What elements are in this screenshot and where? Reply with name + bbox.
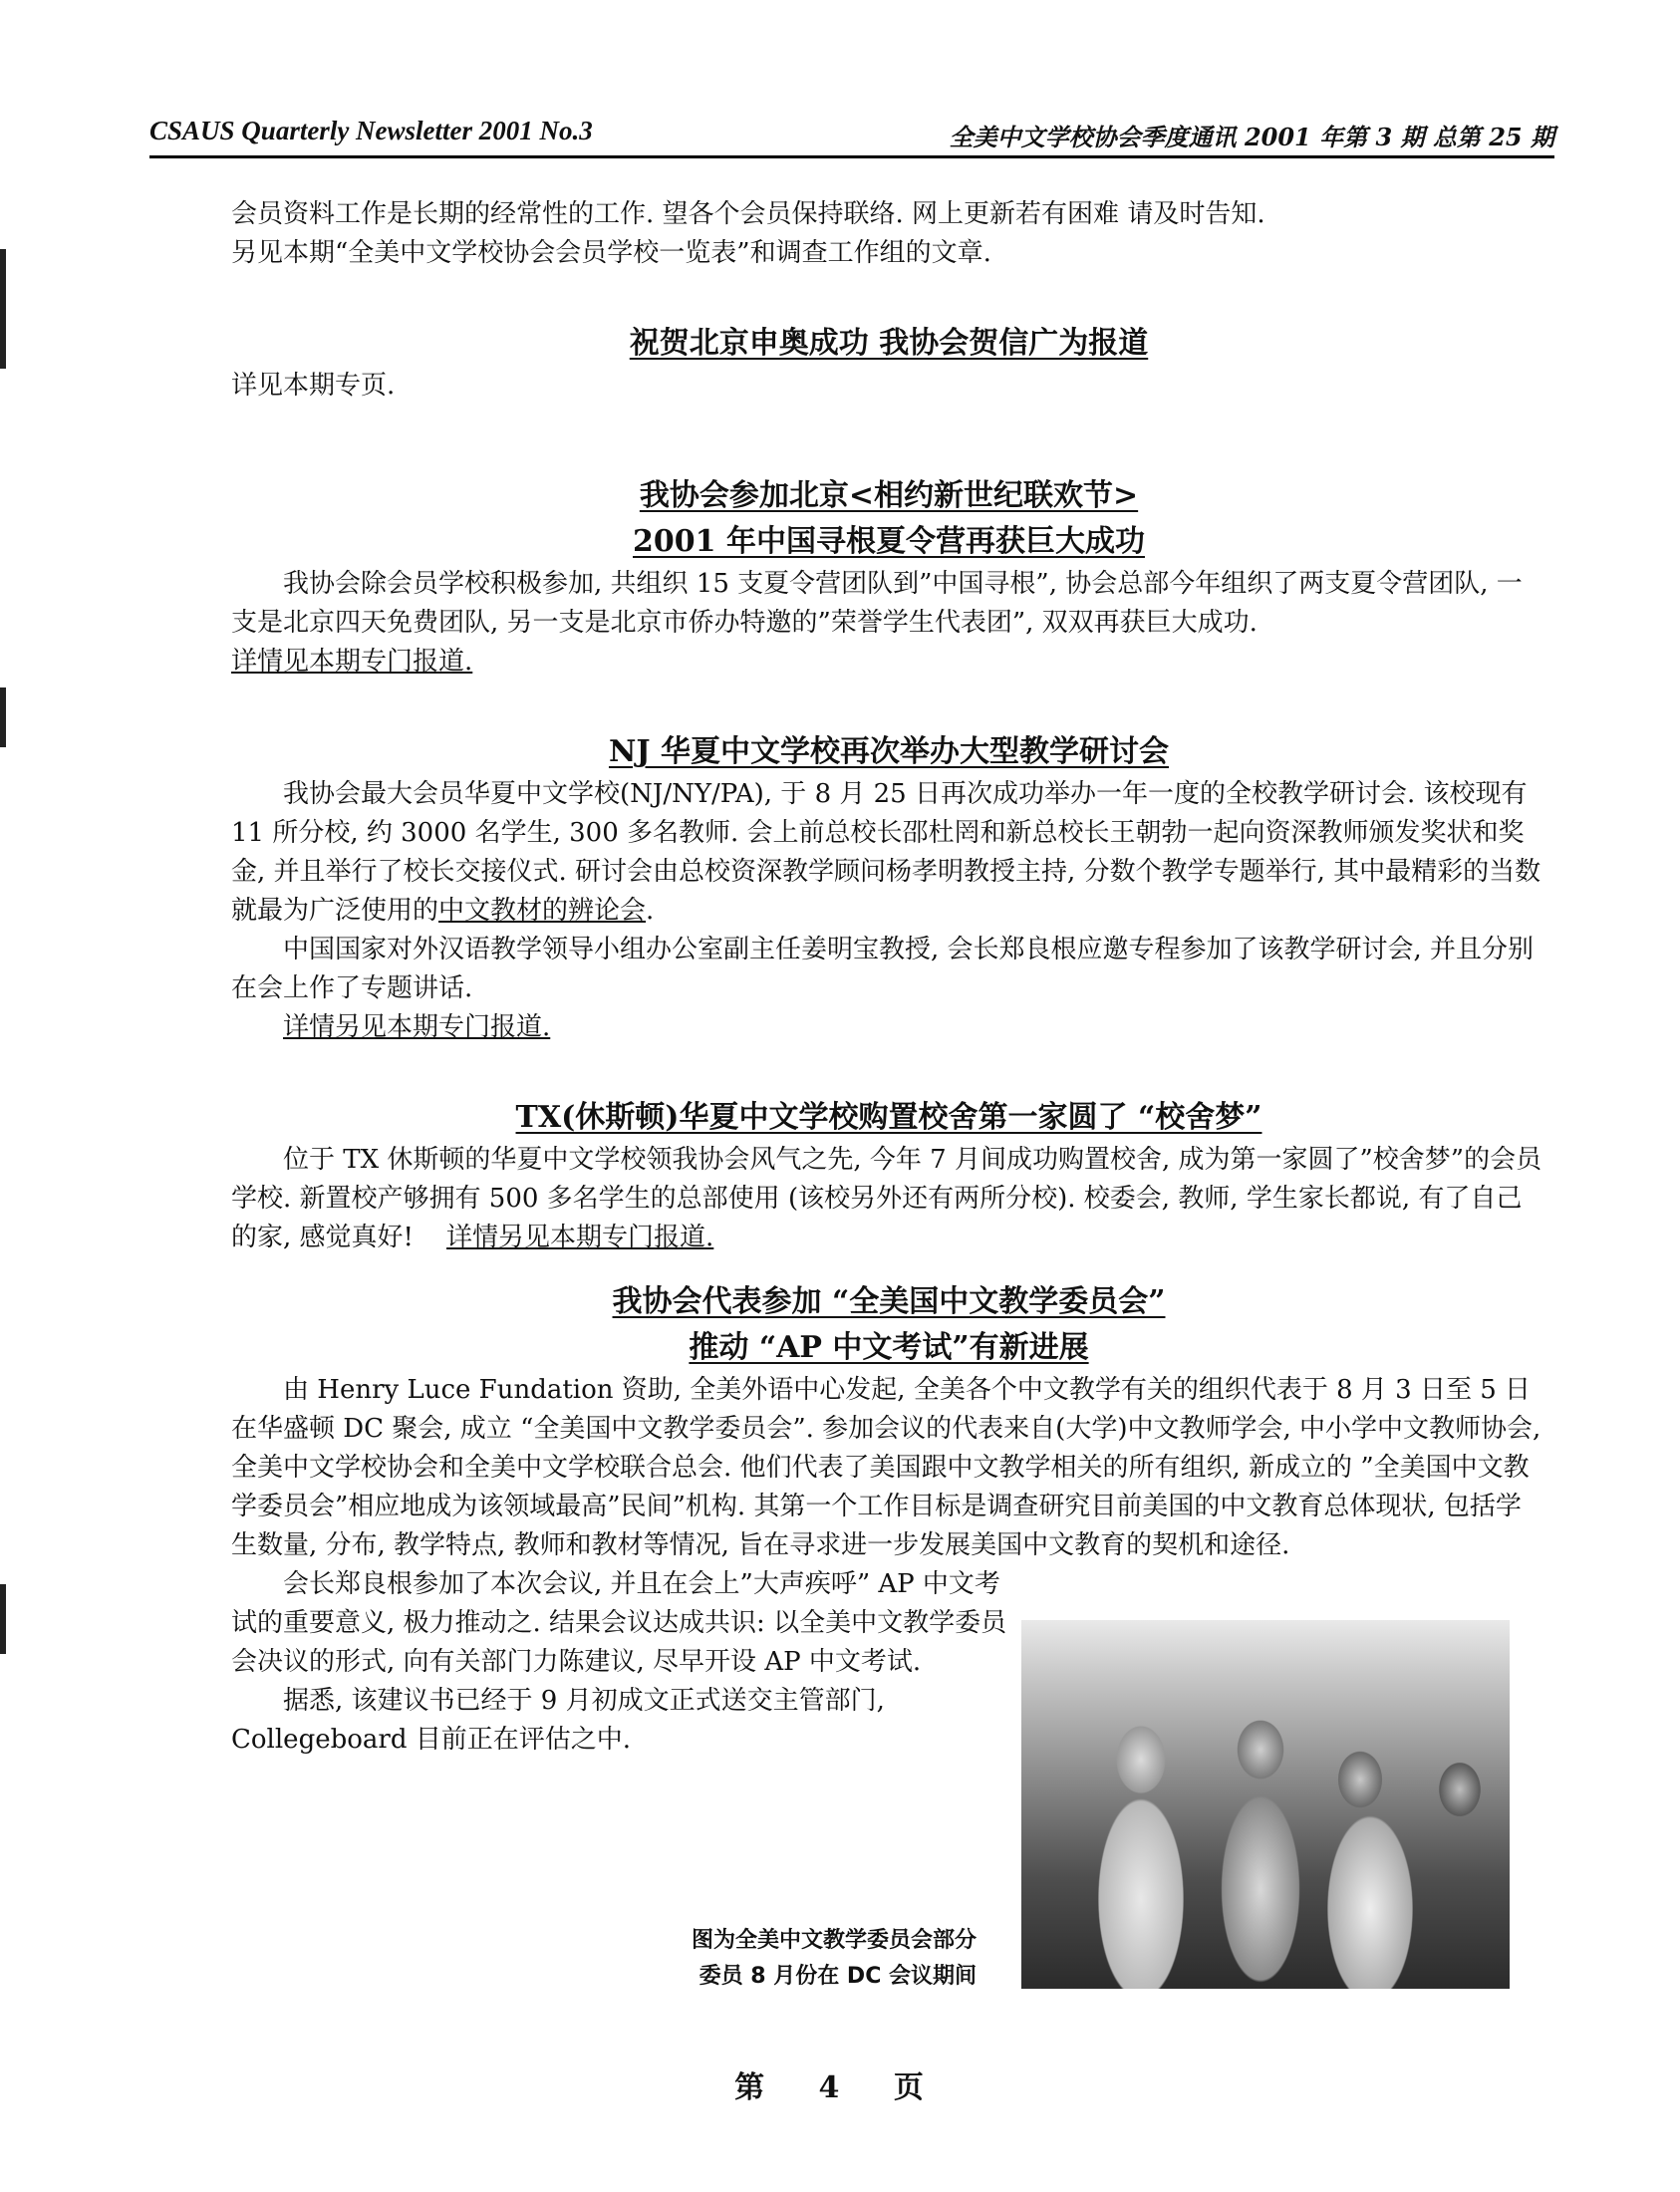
- header-right: 全美中文学校协会季度通讯 2001 年第 3 期 总第 25 期: [949, 123, 1554, 151]
- section-4-body: 位于 TX 休斯顿的华夏中文学校领我协会风气之先, 今年 7 月间成功购置校舍, 成为第一家圆了”校舍梦”的会员学校. 新置校产够拥有 500 多名学生的总部使用 (该校另外还有两所分校). 校委会, 教师, 学生家长都说, 有了自己的家, 感觉真好! 详情另见本期专门报道.: [231, 1145, 1542, 1252]
- section-5-body-1: 由 Henry Luce Fundation 资助, 全美外语中心发起, 全美各个中文教学有关的组织代表于 8 月 3 日至 5 日在华盛顿 DC 聚会, 成立 “全美国中文教学委员会”. 参加会议的代表来自(大学)中文教师学会, 中小学中文教师协会, 全美中文学校协会和全美中文学校联合总会. 他们代表了美国跟中文教学相关的所有组织, 新成立的 ”全美国中文教学委员会”相应地成为该领域最高”民间”机构. 其第一个工作目标是调查研究目前美国的中文教育总体现状, 包括学生数量, 分布, 教学特点, 教师和教材等情况, 旨在寻求进一步发展美国中文教育的契机和途径.: [231, 1375, 1541, 1560]
- section-4-title: TX(休斯顿)华夏中文学校购置校舍第一家圆了 “校舍梦”: [515, 1100, 1262, 1135]
- scan-edge-mark: [0, 249, 6, 369]
- scan-edge-mark: [0, 1584, 6, 1654]
- photo-caption: [598, 1923, 977, 1995]
- section-2-ref-link[interactable]: 详情见本期专门报道.: [231, 647, 473, 677]
- section-3-title: NJ 华夏中文学校再次举办大型教学研讨会: [608, 734, 1170, 769]
- section-3-ref-link[interactable]: 详情另见本期专门报道.: [283, 1012, 551, 1042]
- header-left: CSAUS Quarterly Newsletter 2001 No.3: [149, 116, 593, 145]
- page-header: [149, 112, 1554, 158]
- section-2-title-1: 我协会参加北京<相约新世纪联欢节>: [639, 478, 1139, 513]
- section-1-title: 祝贺北京申奥成功 我协会贺信广为报道: [629, 326, 1149, 361]
- section-3-ref-wrap: [231, 1008, 1546, 1047]
- page-content: [231, 195, 1546, 1760]
- section-2-body: 我协会除会员学校积极参加, 共组织 15 支夏令营团队到”中国寻根”, 协会总部今年组织了两支夏令营团队, 一支是北京四天免费团队, 另一支是北京市侨办特邀的”荣誉学生代表团”, 双双再获巨大成功.: [231, 569, 1523, 638]
- intro-line-2: 另见本期“全美中文学校协会会员学校一览表”和调查工作组的文章.: [231, 238, 991, 268]
- section-5-title-1: 我协会代表参加 “全美国中文教学委员会”: [612, 1284, 1166, 1319]
- section-5-body-3: 据悉, 该建议书已经于 9 月初成文正式送交主管部门, Collegeboard 目前正在评估之中.: [231, 1686, 885, 1755]
- section-3-body-2: 中国国家对外汉语教学领导小组办公室副主任姜明宝教授, 会长郑良根应邀专程参加了该教学研讨会, 并且分别在会上作了专题讲话.: [231, 935, 1535, 1003]
- section-1-body: 详见本期专页.: [231, 371, 396, 401]
- section-4-ref-link[interactable]: 详情另见本期专门报道.: [446, 1223, 714, 1252]
- section-3-inline-ref[interactable]: 中文教材的辨论会: [438, 896, 647, 926]
- section-3-body-1: 我协会最大会员华夏中文学校(NJ/NY/PA), 于 8 月 25 日再次成功举办一年一度的全校教学研讨会. 该校现有 11 所分校, 约 3000 名学生, 300 多名教师. 会上前总校长邵杜罔和新总校长王朝勃一起向资深教师颁发奖状和奖金, 并且举行了校长交接仪式. 研讨会由总校资深教学顾问杨孝明教授主持, 分数个教学专题举行, 其中最精彩的当数就最为广泛使用的中文教材的辨论会.: [231, 779, 1541, 926]
- section-2-title-2: 2001 年中国寻根夏令营再获巨大成功: [633, 524, 1145, 559]
- page-number: 第 4 页: [734, 2070, 946, 2105]
- section-5-title-2: 推动 “AP 中文考试”有新进展: [689, 1330, 1089, 1365]
- caption-line-2: 委员 8 月份在 DC 会议期间: [699, 1964, 977, 1989]
- committee-photo: [1021, 1620, 1510, 1989]
- intro-line-1: 会员资料工作是长期的经常性的工作. 望各个会员保持联络. 网上更新若有困难 请及时告知.: [231, 199, 1265, 229]
- caption-line-1: 图为全美中文教学委员会部分: [691, 1928, 977, 1953]
- section-5-body-2: 会长郑良根参加了本次会议, 并且在会上”大声疾呼” AP 中文考试的重要意义, 极力推动之. 结果会议达成共识: 以全美中文教学委员会决议的形式, 向有关部门力陈建议, 尽早开设 AP 中文考试.: [231, 1569, 1007, 1677]
- scan-edge-mark: [0, 687, 6, 747]
